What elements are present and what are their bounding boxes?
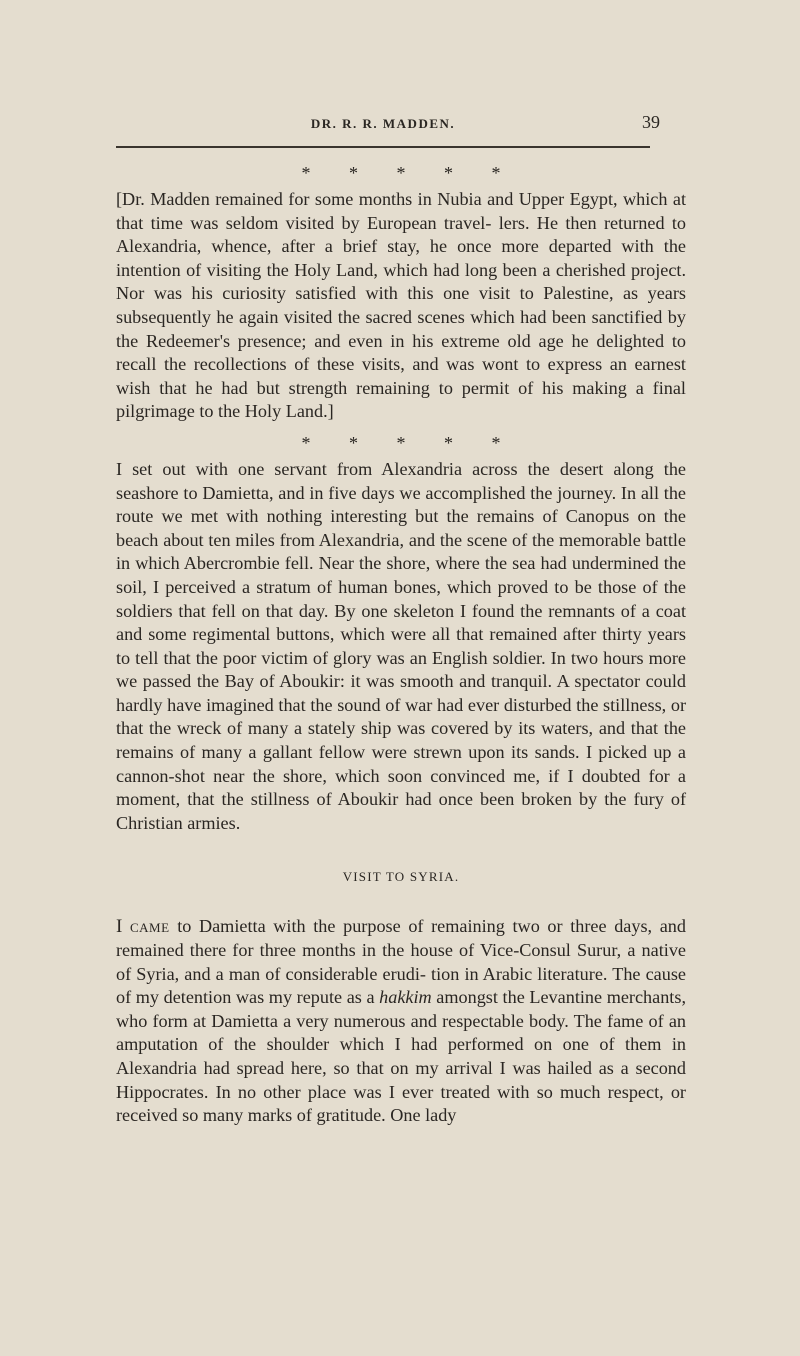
bracketed-paragraph: [Dr. Madden remained for some months in Nubia and Upper Egypt, which at that time was seldom visited by European travel- lers. He then returned to Alexandria, whence, after a brief stay, he once more departed with the intention of visiting the Holy Land, which had long been a cherished project. Nor was his curiosity satisfied with this one visit to Palestine, as years subsequently he again visited the sacred scenes which had been sanctified by the Redeemer's presence; and even in his extreme old age he delighted to recall the recollections of these visits, and was wont to express an earnest wish that he had but strength remaining to permit of his making a final pilgrimage to the Holy Land.]: [116, 189, 686, 422]
lead-smallcaps: came: [129, 916, 170, 937]
paragraph-text: amongst the Levantine merchants, who form at Damietta a very numerous and respectable body. The fame of an amputation of the shoulder which I had performed on one of them in Alexandria had spread here, so that on my arrival I was hailed as a second Hippocrates. In no other place was I ever treated with so much respect, or received so many marks of gratitude. One lady: [116, 987, 686, 1126]
running-title: DR. R. R. MADDEN.: [310, 116, 456, 131]
narrative-paragraph-syria: [116, 915, 686, 1127]
section-break-stars: * * * * *: [301, 432, 501, 453]
italic-term: hakkim: [379, 987, 432, 1008]
narrative-paragraph: I set out with one servant from Alexandria across the desert along the seashore to Damietta, and in five days we accomplished the journey. In all the route we met with nothing interesting but the remains of Canopus on the beach about ten miles from Alexandria, and the scene of the memorable battle in which Abercrombie fell. Near the shore, where the sea had undermined the soil, I perceived a stratum of human bones, which proved to be those of the soldiers that fell on that day. By one skeleton I found the remnants of a coat and some regimental buttons, which were all that remained after thirty years to tell that the poor victim of glory was an English soldier. In two hours more we passed the Bay of Aboukir: it was smooth and tranquil. A spectator could hardly have imagined that the sound of war had ever disturbed the stillness, or that the wreck of many a stately ship was covered by its waters, and that the remains of many a gallant fellow were strewn upon its sands. I picked up a cannon-shot near the shore, which soon convinced me, if I doubted for a moment, that the stillness of Aboukir had once been broken by the fury of Christian armies.: [116, 458, 686, 833]
page-body: [116, 160, 686, 1128]
paragraph-text: to Damietta with the purpose of remaining two or three days, and remained there for three months in the house of Vice-Consul Surur, a native of Syria, and a man of considerable erudi- tion in Arabic literature. The cause of my detention was my repute as a: [116, 916, 686, 1008]
page-number: 39: [642, 112, 660, 132]
running-header: [116, 112, 660, 148]
section-heading: VISIT TO SYRIA.: [342, 869, 460, 885]
section-break-stars: * * * * *: [301, 163, 501, 183]
lead-letter: I: [116, 916, 123, 938]
